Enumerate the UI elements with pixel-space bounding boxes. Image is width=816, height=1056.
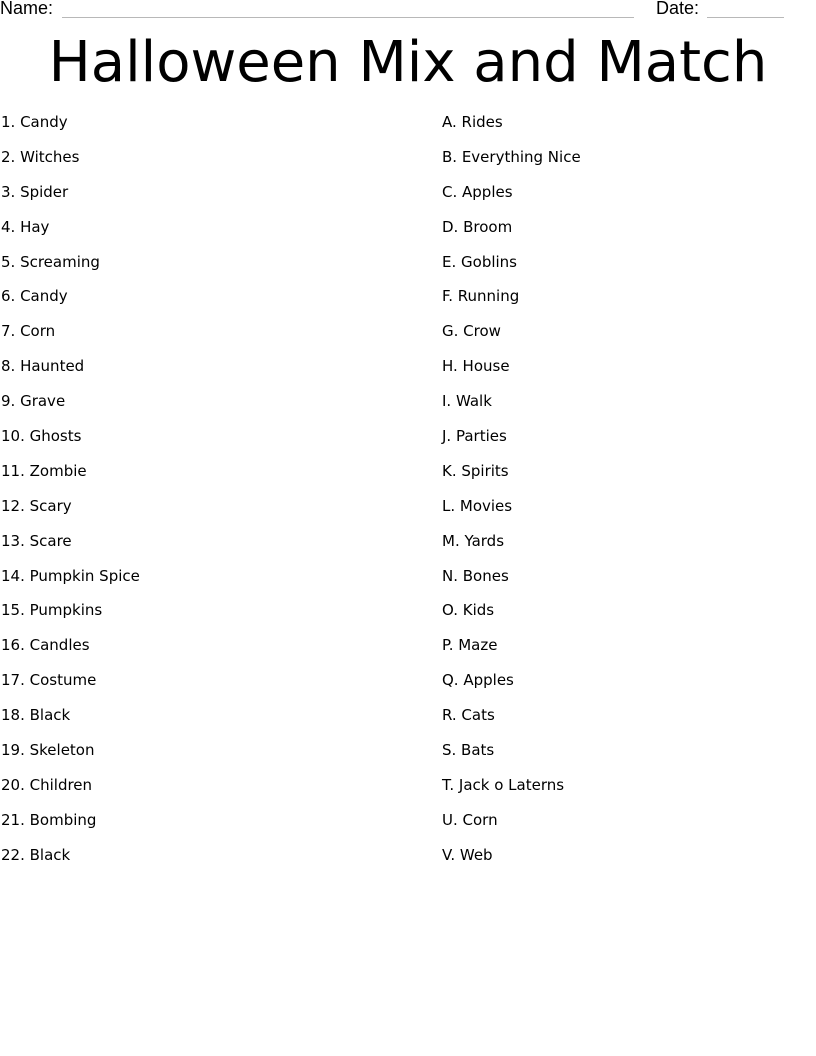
left-item-20: 20. Children <box>1 775 93 794</box>
left-item-22: 22. Black <box>1 845 71 864</box>
right-item-9: I. Walk <box>442 392 492 411</box>
date-label: Date: <box>656 0 700 18</box>
right-item-13: M. Yards <box>442 531 505 550</box>
left-item-11: 11. Zombie <box>1 461 87 480</box>
right-item-4: D. Broom <box>442 217 513 236</box>
left-item-4: 4. Hay <box>1 217 50 236</box>
right-item-3: C. Apples <box>442 182 513 201</box>
left-item-21: 21. Bombing <box>1 810 97 829</box>
right-item-10: J. Parties <box>442 427 507 446</box>
right-item-14: N. Bones <box>442 566 509 585</box>
left-item-1: 1. Candy <box>1 113 68 131</box>
right-word-list <box>442 112 802 880</box>
right-item-2: B. Everything Nice <box>442 147 581 166</box>
right-item-16: P. Maze <box>442 636 498 655</box>
left-item-14: 14. Pumpkin Spice <box>1 566 140 585</box>
left-item-7: 7. Corn <box>1 322 56 341</box>
right-item-21: U. Corn <box>442 810 498 829</box>
left-item-8: 8. Haunted <box>1 357 85 376</box>
right-item-1: A. Rides <box>442 113 503 131</box>
right-item-19: S. Bats <box>442 741 495 760</box>
right-item-7: G. Crow <box>442 322 501 341</box>
left-item-2: 2. Witches <box>1 147 80 166</box>
right-item-8: H. House <box>442 357 510 376</box>
right-item-20: T. Jack o Laterns <box>442 775 565 794</box>
right-item-18: R. Cats <box>442 706 495 725</box>
left-item-18: 18. Black <box>1 706 71 725</box>
left-item-6: 6. Candy <box>1 287 68 306</box>
left-item-19: 19. Skeleton <box>1 741 95 760</box>
left-item-12: 12. Scary <box>1 496 72 515</box>
left-item-15: 15. Pumpkins <box>1 601 103 620</box>
right-item-6: F. Running <box>442 287 520 306</box>
left-item-3: 3. Spider <box>1 182 69 201</box>
left-item-17: 17. Costume <box>1 671 97 690</box>
left-item-9: 9. Grave <box>1 392 66 411</box>
name-blank-line[interactable] <box>62 17 634 18</box>
name-date-header <box>0 0 816 24</box>
right-item-12: L. Movies <box>442 496 513 515</box>
left-item-16: 16. Candles <box>1 636 90 655</box>
left-item-5: 5. Screaming <box>1 252 100 271</box>
right-item-22: V. Web <box>442 845 493 864</box>
left-item-10: 10. Ghosts <box>1 427 82 446</box>
name-label: Name: <box>0 0 54 18</box>
right-item-17: Q. Apples <box>442 671 514 690</box>
right-item-11: K. Spirits <box>442 461 509 480</box>
right-item-15: O. Kids <box>442 601 495 620</box>
right-item-5: E. Goblins <box>442 252 517 271</box>
left-word-list <box>1 112 401 880</box>
worksheet-title: Halloween Mix and Match <box>48 30 768 95</box>
date-blank-line[interactable] <box>707 17 784 18</box>
left-item-13: 13. Scare <box>1 531 72 550</box>
